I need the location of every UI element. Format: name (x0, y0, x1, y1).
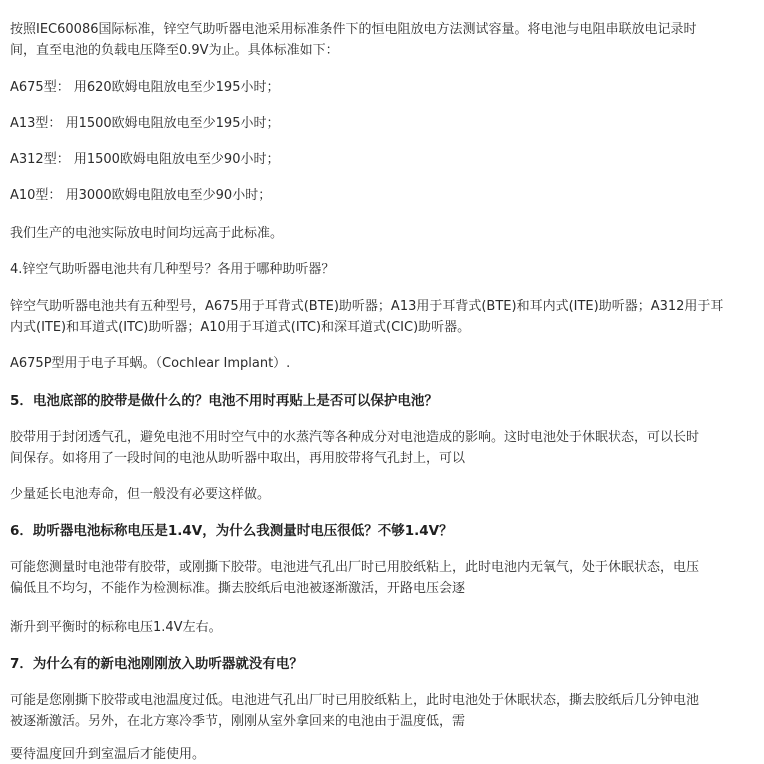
answer-7-line: 要待温度回升到室温后才能使用。 (10, 747, 206, 762)
intro-text-line: 按照IEC60086国际标准，锌空气助听器电池采用标准条件下的恒电阻放电方法测试容量。将电池与电阻串联放电记录时 (10, 22, 697, 37)
standard-item-a13: A13型： 用1500欧姆电阻放电至少195小时； (10, 116, 280, 131)
answer-5-line: 少量延长电池寿命，但一般没有必要这样做。 (10, 487, 271, 502)
answer-6-line: 渐升到平衡时的标称电压1.4V左右。 (10, 620, 222, 635)
answer-6-line: 可能您测量时电池带有胶带，或刚撕下胶带。电池进气孔出厂时已用胶纸粘上，此时电池内无氧气，处于休眠状态，电压 (10, 560, 700, 575)
answer-4-line: 内式(ITE)和耳道式(ITC)助听器；A10用于耳道式(ITC)和深耳道式(CIC)助听器。 (10, 320, 471, 335)
answer-6-line: 偏低且不均匀，不能作为检测标准。撕去胶纸后电池被逐渐激活，开路电压会逐 (10, 581, 466, 596)
answer-4-line: A675P型用于电子耳蜗。（Cochlear Implant）. (10, 356, 291, 371)
standard-item-a10: A10型： 用3000欧姆电阻放电至少90小时； (10, 188, 272, 203)
answer-5-line: 间保存。如将用了一段时间的电池从助听器中取出，再用胶带将气孔封上，可以 (10, 451, 466, 466)
question-5-heading: 5．电池底部的胶带是做什么的？电池不用时再贴上是否可以保护电池？ (10, 393, 438, 409)
standard-item-a675: A675型： 用620欧姆电阻放电至少195小时； (10, 80, 280, 95)
intro-text-line: 间，直至电池的负载电压降至0.9V为止。具体标准如下： (10, 43, 339, 58)
question-6-heading: 6．助听器电池标称电压是1.4V，为什么我测量时电压很低？不够1.4V？ (10, 523, 453, 539)
standard-item-a312: A312型： 用1500欧姆电阻放电至少90小时； (10, 152, 280, 167)
question-4-heading: 4.锌空气助听器电池共有几种型号？各用于哪种助听器？ (10, 262, 335, 277)
statement-text: 我们生产的电池实际放电时间均远高于此标准。 (10, 226, 284, 241)
answer-4-line: 锌空气助听器电池共有五种型号，A675用于耳背式(BTE)助听器；A13用于耳背式(BTE)和耳内式(ITE)助听器；A312用于耳 (10, 299, 724, 314)
question-7-heading: 7．为什么有的新电池刚刚放入助听器就没有电？ (10, 656, 303, 672)
answer-7-line: 可能是您刚撕下胶带或电池温度过低。电池进气孔出厂时已用胶纸粘上，此时电池处于休眠状态，撕去胶纸后几分钟电池 (10, 693, 700, 708)
answer-7-line: 被逐渐激活。另外，在北方寒冷季节，刚刚从室外拿回来的电池由于温度低，需 (10, 714, 466, 729)
answer-5-line: 胶带用于封闭透气孔，避免电池不用时空气中的水蒸汽等各种成分对电池造成的影响。这时电池处于休眠状态，可以长时 (10, 430, 700, 445)
